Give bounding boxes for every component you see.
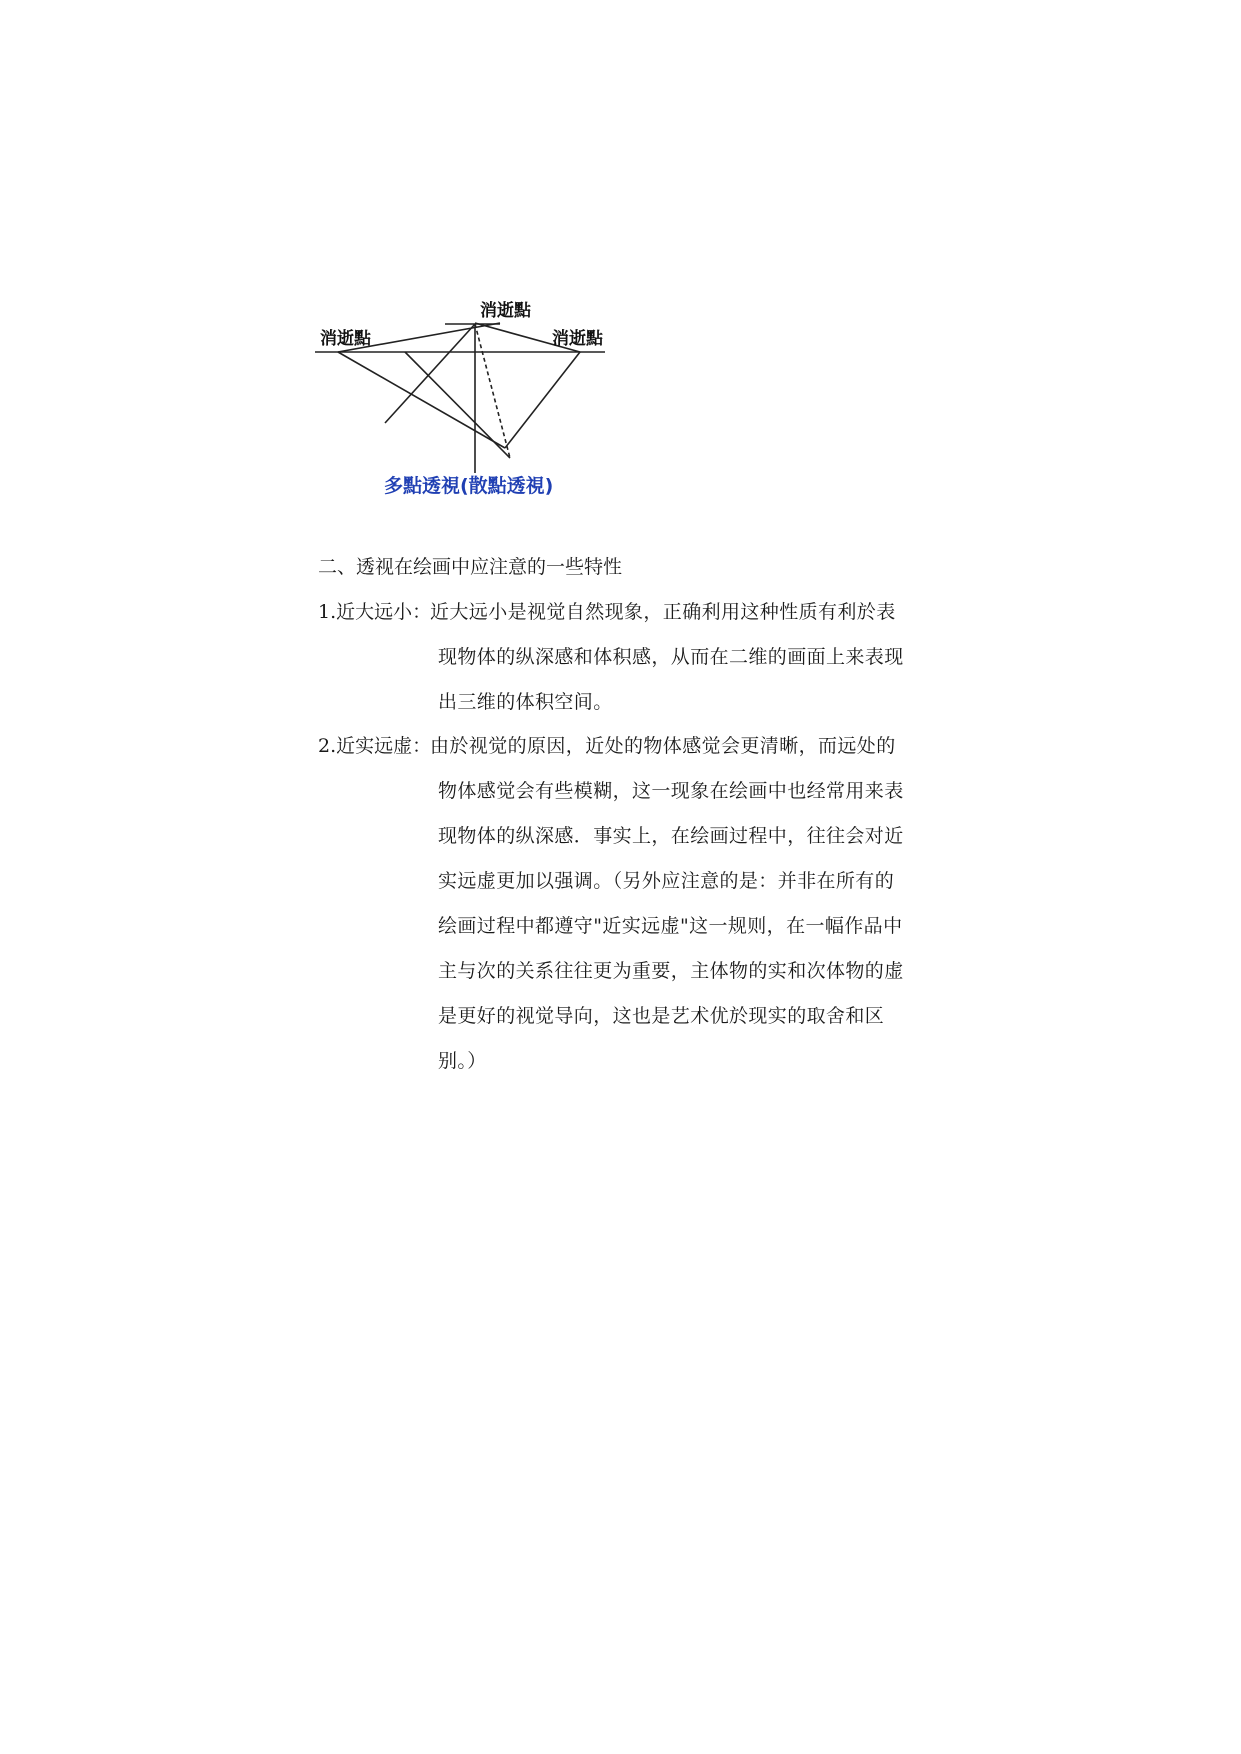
body-line: 主与次的关系往往更为重要，主体物的实和次体物的虚 <box>438 960 904 982</box>
body-line: 物体感觉会有些模糊，这一现象在绘画中也经常用来表 <box>438 780 904 802</box>
figure-caption: 多點透視(散點透視) <box>384 475 554 497</box>
cross-ray <box>405 352 510 458</box>
body-line: 现物体的纵深感和体积感，从而在二维的画面上来表现 <box>438 646 904 668</box>
body-line: 是更好的视觉导向，这也是艺术优於现实的取舍和区 <box>438 1005 885 1027</box>
multi-point-perspective-figure <box>310 288 610 508</box>
body-line: 现物体的纵深感．事实上，在绘画过程中，往往会对近 <box>438 825 904 847</box>
body-line: 实远虚更加以强调。（另外应注意的是：并非在所有的 <box>438 870 895 892</box>
body-line: 近大远小是视觉自然现象，正确利用这种性质有利於表 <box>430 601 896 623</box>
list-item-body <box>430 724 904 1084</box>
vanishing-point-label-left: 消逝點 <box>320 329 371 349</box>
list-item-label: 1.近大远小： <box>318 601 432 623</box>
section-heading: 二、透视在绘画中应注意的一些特性 <box>318 556 623 578</box>
body-line: 出三维的体积空间。 <box>438 691 613 713</box>
body-line: 绘画过程中都遵守"近实远虚"这一规则，在一幅作品中 <box>438 915 903 937</box>
body-line: 别。） <box>438 1050 487 1072</box>
body-line: 由於视觉的原因，近处的物体感觉会更清晰，而远处的 <box>430 735 896 757</box>
right-vanishing-ray <box>505 352 580 448</box>
vanishing-point-label-right: 消逝點 <box>552 329 603 349</box>
list-item-body <box>430 590 904 725</box>
list-item-label: 2.近实远虚： <box>318 735 432 757</box>
vanishing-point-label-top: 消逝點 <box>480 301 531 321</box>
top-to-bottom-ray <box>475 324 510 458</box>
left-vanishing-ray <box>338 352 505 448</box>
